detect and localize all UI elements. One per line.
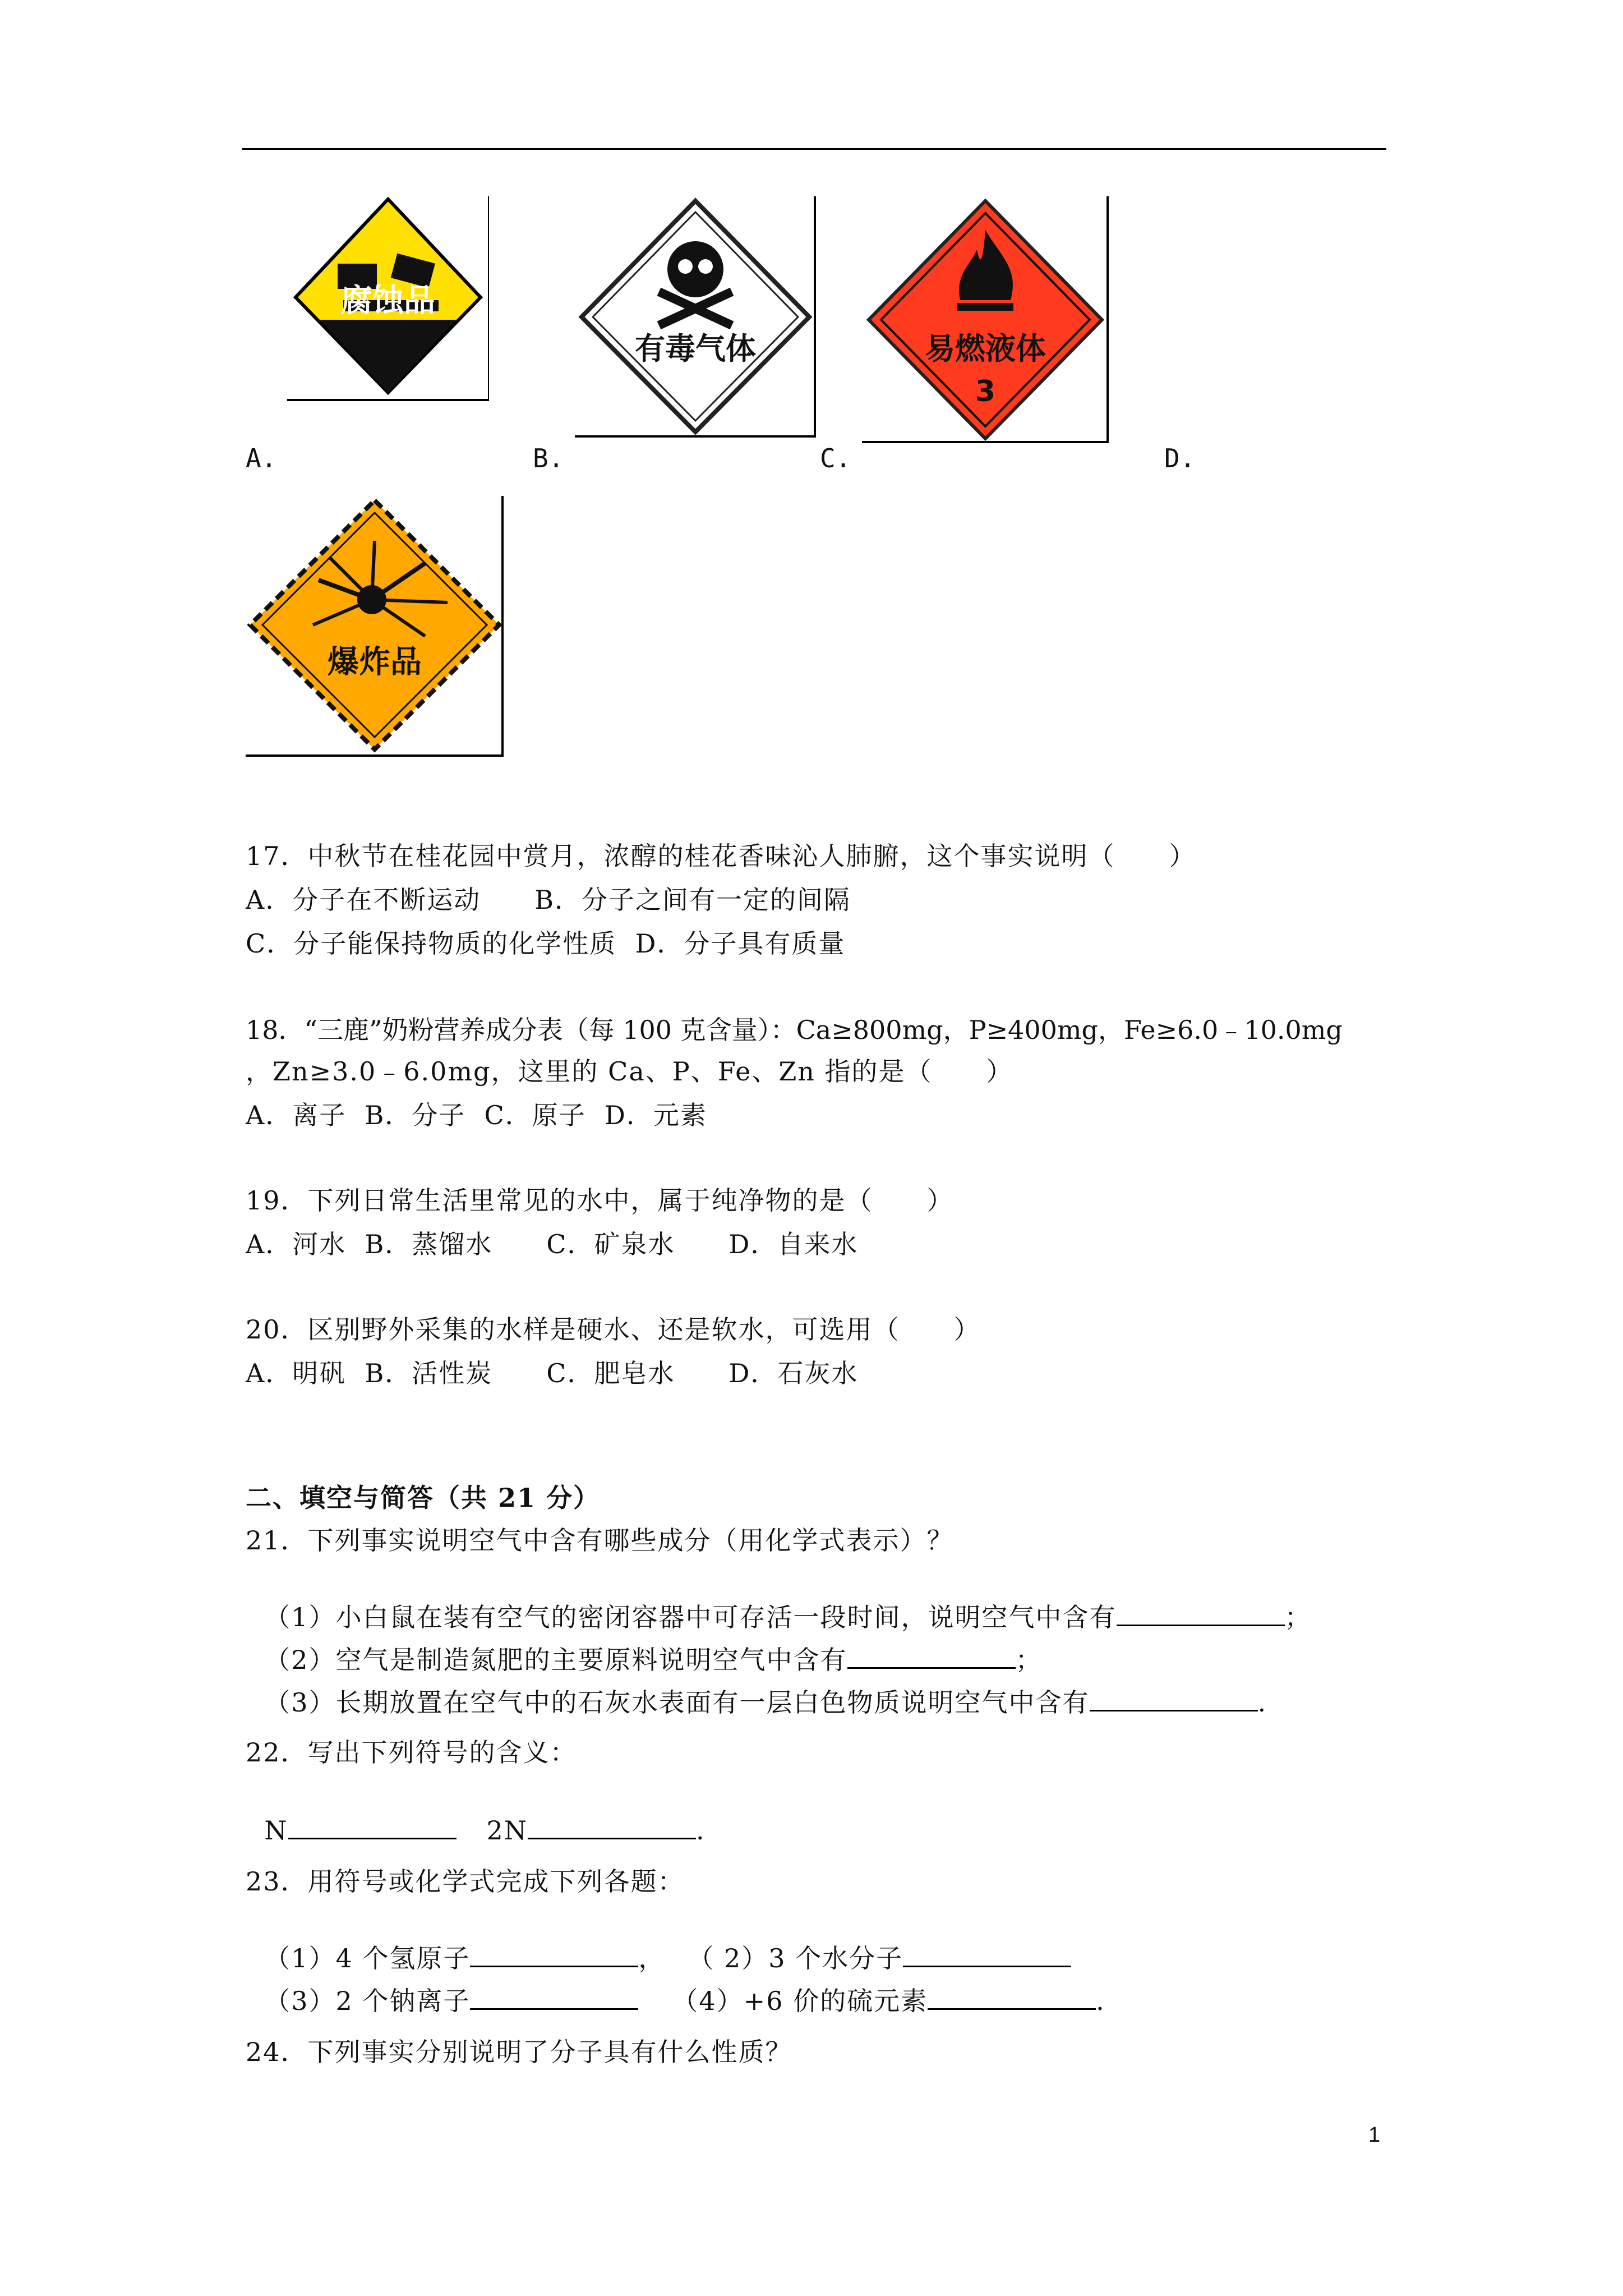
hazard-class-number: 3 — [975, 375, 996, 408]
flammable-liquid-sign-label: 易燃液体 — [925, 331, 1046, 366]
option-a-label: A. — [246, 443, 277, 473]
q23-p3-blank[interactable] — [470, 1984, 638, 2010]
option-d-label: D. — [1164, 443, 1196, 473]
q21-sub3-end: . — [1257, 1687, 1267, 1718]
explosive-sign-label: 爆炸品 — [328, 644, 422, 680]
option-c-label: C. — [820, 443, 851, 473]
corrosive-sign-label: 腐蚀品 — [341, 283, 435, 319]
q21-sub3-text: （3）长期放置在空气中的石灰水表面有一层白色物质说明空气中含有 — [264, 1687, 1090, 1718]
q21-sub2-text: （2）空气是制造氮肥的主要原料说明空气中含有 — [264, 1645, 847, 1675]
q23-p4-end: . — [1096, 1986, 1105, 2016]
q20-stem: 20．区别野外采集的水样是硬水、还是软水，可选用（ ） — [246, 1314, 981, 1345]
toxic-gas-sign-image — [575, 196, 816, 438]
q23-row2 — [246, 1950, 1105, 2018]
q22-n-blank[interactable] — [288, 1813, 457, 1839]
q21-sub1-end: ； — [1284, 1602, 1312, 1632]
q19-stem: 19．下列日常生活里常见的水中，属于纯净物的是（ ） — [246, 1185, 954, 1216]
q23-stem: 23．用符号或化学式完成下列各题： — [246, 1866, 685, 1897]
q22-parts — [246, 1779, 706, 1847]
q22-2n-symbol: 2N — [486, 1815, 528, 1846]
q21-sub2-end: ； — [1015, 1645, 1043, 1675]
q22-2n-blank[interactable] — [528, 1813, 696, 1839]
q17-stem: 17．中秋节在桂花园中赏月，浓醇的桂花香味沁人肺腑，这个事实说明（ ） — [246, 841, 1196, 871]
q21-sub1-text: （1）小白鼠在装有空气的密闭容器中可存活一段时间，说明空气中含有 — [264, 1602, 1117, 1632]
header-rule — [242, 148, 1386, 150]
q23-p4-blank[interactable] — [928, 1984, 1096, 2010]
q19-options: A．河水 B．蒸馏水 C．矿泉水 D．自来水 — [246, 1229, 859, 1259]
q23-p1-end: ， — [638, 1943, 666, 1973]
q21-sub3 — [246, 1651, 1267, 1719]
q18-stem-2: ，Zn≥3.0﹣6.0mg，这里的 Ca、P、Fe、Zn 指的是（ ） — [246, 1056, 1013, 1087]
q21-stem: 21．下列事实说明空气中含有哪些成分（用化学式表示）？ — [246, 1525, 954, 1556]
section2-heading: 二、填空与简答（共 21 分） — [246, 1483, 601, 1513]
toxic-gas-sign-label: 有毒气体 — [635, 331, 756, 366]
q17-options-2: C．分子能保持物质的化学性质 D．分子具有质量 — [246, 928, 846, 959]
explosive-sign-image — [246, 496, 504, 757]
q18-stem-1: 18．“三鹿”奶粉营养成分表（每 100 克含量）：Ca≥800mg，P≥400mg，Fe≥6.0﹣10.0mg — [246, 1015, 1343, 1045]
q21-sub1-blank[interactable] — [1117, 1600, 1285, 1626]
q21-sub3-blank[interactable] — [1090, 1685, 1258, 1711]
q22-end: . — [696, 1815, 706, 1846]
q18-options: A．离子 B．分子 C．原子 D．元素 — [246, 1100, 707, 1130]
flammable-liquid-sign-image — [862, 196, 1109, 443]
q23-p2-text: （ 2）3 个水分子 — [688, 1943, 903, 1973]
q22-n-symbol: N — [264, 1815, 288, 1846]
q22-stem: 22．写出下列符号的含义： — [246, 1737, 577, 1768]
q23-p3-text: （3）2 个钠离子 — [264, 1986, 471, 2016]
q17-options-1: A．分子在不断运动 B．分子之间有一定的间隔 — [246, 885, 851, 915]
q24-stem: 24．下列事实分别说明了分子具有什么性质？ — [246, 2037, 792, 2067]
q23-p1-text: （1）4 个氢原子 — [264, 1943, 471, 1973]
corrosive-sign-image — [287, 196, 489, 401]
q23-p4-text: （4）+6 价的硫元素 — [672, 1986, 928, 2016]
option-b-label: B. — [533, 443, 564, 473]
q20-options: A．明矾 B．活性炭 C．肥皂水 D．石灰水 — [246, 1358, 859, 1388]
page-number: 1 — [1368, 2123, 1381, 2147]
